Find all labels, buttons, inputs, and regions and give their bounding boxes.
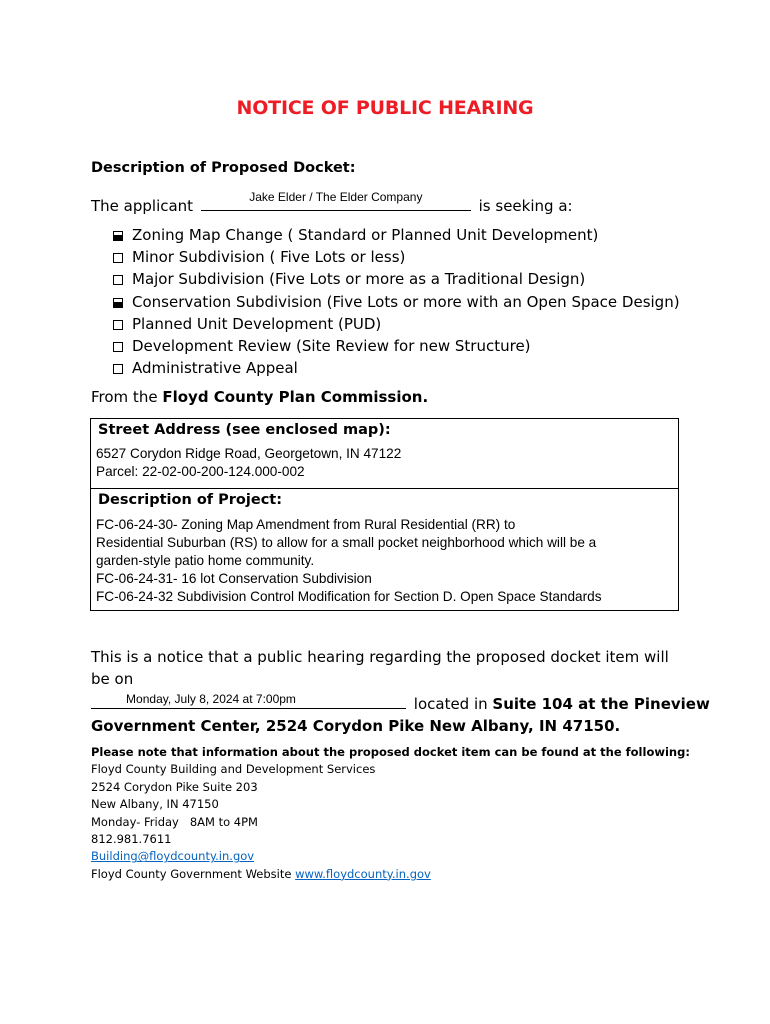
option-pud xyxy=(113,313,680,335)
project-line: garden-style patio home community. xyxy=(96,553,315,568)
applicant-name-value: Jake Elder / The Elder Company xyxy=(249,190,423,204)
project-line: FC-06-24-32 Subdivision Control Modification for Section D. Open Space Standards xyxy=(96,589,602,604)
applicant-name-field[interactable] xyxy=(201,192,471,211)
checkbox-icon[interactable] xyxy=(113,342,123,352)
address-line: 6527 Corydon Ridge Road, Georgetown, IN 47122 xyxy=(96,446,402,461)
office-hours: Monday- Friday 8AM to 4PM xyxy=(91,814,258,829)
parcel-line: Parcel: 22-02-00-200-124.000-002 xyxy=(96,464,305,479)
department-name: Floyd County Building and Development Services xyxy=(91,762,376,777)
applicant-line xyxy=(91,192,573,215)
checkbox-icon[interactable] xyxy=(113,298,123,308)
description-heading: Description of Proposed Docket: xyxy=(91,160,356,176)
option-administrative-appeal xyxy=(113,357,680,379)
email-link[interactable]: Building@floydcounty.in.gov xyxy=(91,849,255,864)
applicant-suffix: is seeking a: xyxy=(478,197,573,215)
checkbox-icon[interactable] xyxy=(113,253,123,263)
contact-info xyxy=(91,744,690,883)
phone-number: 812.981.7611 xyxy=(91,832,172,847)
project-line: FC-06-24-31- 16 lot Conservation Subdivision xyxy=(96,571,372,586)
option-conservation-subdivision xyxy=(113,291,680,313)
option-development-review xyxy=(113,335,680,357)
checkbox-icon[interactable] xyxy=(113,320,123,330)
option-label: Administrative Appeal xyxy=(132,359,298,378)
option-label: Minor Subdivision ( Five Lots or less) xyxy=(132,248,406,267)
option-label: Major Subdivision (Five Lots or more as a Traditional Design) xyxy=(132,270,586,289)
docket-options-list xyxy=(113,224,680,379)
checkbox-icon[interactable] xyxy=(113,275,123,285)
project-info-table xyxy=(90,418,679,611)
website-link[interactable]: www.floydcounty.in.gov xyxy=(295,866,431,881)
option-minor-subdivision xyxy=(113,246,680,268)
website-line xyxy=(91,866,690,883)
project-cell xyxy=(91,489,678,610)
address-heading: Street Address (see enclosed map): xyxy=(98,422,391,438)
project-heading: Description of Project: xyxy=(98,492,283,508)
checkbox-icon[interactable] xyxy=(113,364,123,374)
located-text: located in xyxy=(413,695,488,713)
from-line xyxy=(91,388,428,406)
address-cell xyxy=(91,419,678,489)
website-label: Floyd County Government Website xyxy=(91,866,292,881)
option-label: Development Review (Site Review for new Structure) xyxy=(132,336,531,355)
notice-date-line xyxy=(91,690,710,715)
option-label: Conservation Subdivision (Five Lots or more with an Open Space Design) xyxy=(132,292,680,311)
page-title: NOTICE OF PUBLIC HEARING xyxy=(236,97,534,119)
applicant-prefix: The applicant xyxy=(91,197,194,215)
city-line: New Albany, IN 47150 xyxy=(91,797,219,812)
project-line: Residential Suburban (RS) to allow for a small pocket neighborhood which will be a xyxy=(96,535,597,550)
location-text: Government Center, 2524 Corydon Pike New Albany, IN 47150. xyxy=(91,717,621,735)
option-label: Zoning Map Change ( Standard or Planned Unit Development) xyxy=(132,226,599,244)
option-zoning-map-change xyxy=(113,224,680,246)
project-line: FC-06-24-30- Zoning Map Amendment from Rural Residential (RR) to xyxy=(96,517,516,532)
hearing-date-field[interactable] xyxy=(91,690,406,709)
info-note: Please note that information about the proposed docket item can be found at the following: xyxy=(91,745,690,759)
from-prefix: From the xyxy=(91,388,158,406)
hearing-date-value: Monday, July 8, 2024 at 7:00pm xyxy=(126,692,296,706)
commission-name: Floyd County Plan Commission. xyxy=(162,388,429,406)
suite-text: Suite 104 at the Pineview xyxy=(492,695,710,713)
notice-line: This is a notice that a public hearing regarding the proposed docket item will be on xyxy=(91,648,669,688)
hearing-notice xyxy=(91,646,710,737)
option-label: Planned Unit Development (PUD) xyxy=(132,314,382,333)
checkbox-icon[interactable] xyxy=(113,231,123,241)
option-major-subdivision xyxy=(113,268,680,290)
street-address: 2524 Corydon Pike Suite 203 xyxy=(91,779,258,794)
